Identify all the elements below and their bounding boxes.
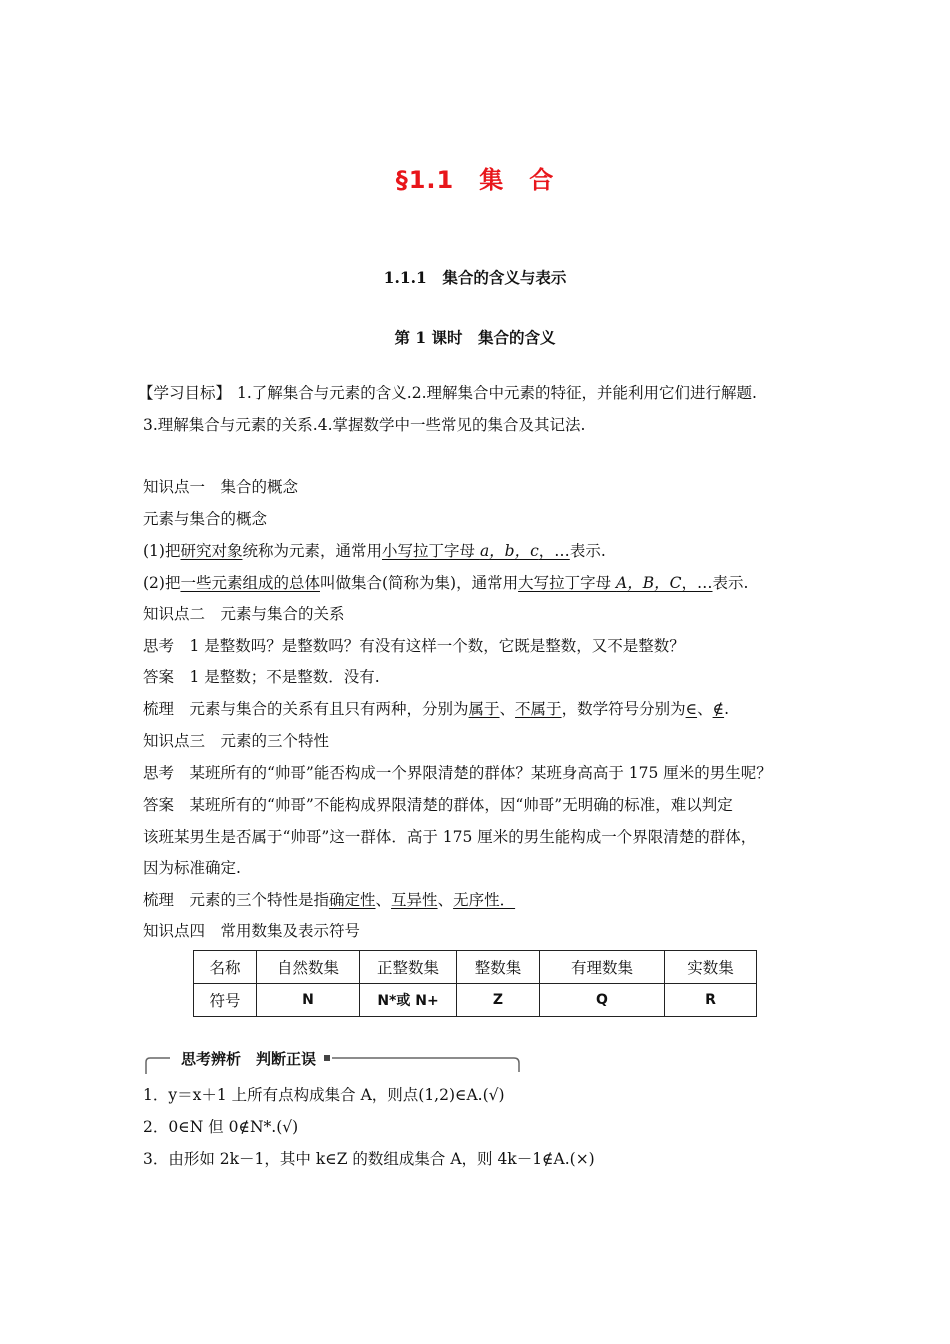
lesson-heading: 第 1 课时 集合的含义 xyxy=(394,328,556,347)
underlined-answer: 研究对象 xyxy=(180,542,243,560)
text: . xyxy=(724,700,729,718)
text: 、 xyxy=(697,700,713,718)
objectives-text-2: 3.理解集合与元素的关系.4.掌握数学中一些常见的集合及其记法. xyxy=(143,416,586,434)
text: 、 xyxy=(375,891,392,909)
kp3-answer-2: 该班某男生是否属于“帅哥”这一群体．高于 175 厘米的男生能构成一个界限清楚的群体， xyxy=(143,828,757,846)
kp2-think: 思考 1 是整数吗？是整数吗？有没有这样一个数，它既是整数，又不是整数？ xyxy=(143,637,685,655)
kp1-heading: 知识点一 集合的概念 xyxy=(143,478,299,496)
text: 、 xyxy=(437,891,454,909)
table-header-cell: 自然数集 xyxy=(257,951,360,984)
kp2-answer: 答案 1 是整数；不是整数．没有. xyxy=(143,668,380,686)
text: ，数学符号分别为 xyxy=(561,700,686,718)
underlined-answer: 属于 xyxy=(468,700,500,718)
table-cell: Z xyxy=(457,984,540,1017)
text: 表示. xyxy=(712,574,749,592)
section-heading: 1.1.1 集合的含义与表示 xyxy=(383,268,567,287)
objectives-text-1: 1.了解集合与元素的含义.2.理解集合中元素的特征，并能利用它们进行解题. xyxy=(237,384,757,402)
banner-label: 思考辨析 判断正误 xyxy=(175,1048,322,1070)
text: 叫做集合(简称为集)，通常用 xyxy=(319,574,519,592)
table-header-cell: 有理数集 xyxy=(540,951,665,984)
underlined-answer: 无序性． xyxy=(453,891,516,909)
objectives-line-1 xyxy=(138,382,757,404)
kp3-think: 思考 某班所有的“帅哥”能否构成一个界限清楚的群体？某班身高高于 175 厘米的男生呢？ xyxy=(143,764,772,782)
table-header-cell: 实数集 xyxy=(665,951,757,984)
text: ，… xyxy=(538,542,570,560)
table-cell: Q xyxy=(540,984,665,1017)
kp3-answer-1: 答案 某班所有的“帅哥”不能构成界限清楚的群体，因“帅哥”无明确的标准，难以判定 xyxy=(143,796,733,814)
table-cell: N xyxy=(257,984,360,1017)
text: ，… xyxy=(681,574,713,592)
judgment-item-1: 1．y＝x＋1 上所有点构成集合 A，则点(1,2)∈A.(√) xyxy=(143,1086,505,1104)
underlined-answer: ∉ xyxy=(712,700,725,718)
table-header-cell: 正整数集 xyxy=(360,951,457,984)
table-cell: N*或 N+ xyxy=(360,984,457,1017)
judgment-item-3: 3．由形如 2k－1，其中 k∈Z 的数组成集合 A，则 4k－1∉A.(×) xyxy=(143,1150,595,1168)
text: 、 xyxy=(499,700,516,718)
table-cell: R xyxy=(665,984,757,1017)
table-row xyxy=(194,951,757,984)
kp3-answer-3: 因为标准确定. xyxy=(143,859,241,877)
objectives-label: 【学习目标】 xyxy=(138,384,232,402)
text: 统称为元素，通常用 xyxy=(242,542,382,560)
underlined-answer xyxy=(382,542,570,560)
kp2-summary xyxy=(143,698,729,720)
kp1-item-1 xyxy=(143,540,606,562)
underlined-answer xyxy=(518,574,712,592)
kp3-heading: 知识点三 元素的三个特性 xyxy=(143,732,330,750)
underlined-answer: 确定性 xyxy=(329,891,376,909)
page-title: §1.1 集 合 xyxy=(395,166,555,194)
text: (2)把 xyxy=(143,574,181,592)
text: 小写拉丁字母 xyxy=(382,542,480,560)
text: 梳理 元素的三个特性是指 xyxy=(143,891,330,909)
table-header-cell: 整数集 xyxy=(457,951,540,984)
underlined-answer: 不属于 xyxy=(515,700,562,718)
table-row xyxy=(194,984,757,1017)
kp3-summary xyxy=(143,889,515,911)
text: 大写拉丁字母 xyxy=(518,574,617,592)
text: 梳理 元素与集合的关系有且只有两种，分别为 xyxy=(143,700,469,718)
underlined-answer: ∈ xyxy=(685,700,698,718)
kp2-heading: 知识点二 元素与集合的关系 xyxy=(143,605,345,623)
section-banner xyxy=(142,1048,522,1078)
underlined-answer: 一些元素组成的总体 xyxy=(180,574,320,592)
table-header-cell: 名称 xyxy=(194,951,257,984)
text: 表示. xyxy=(569,542,606,560)
kp1-subheading: 元素与集合的概念 xyxy=(143,510,268,528)
variable: a，b，c xyxy=(479,542,539,560)
kp1-item-2 xyxy=(143,572,748,594)
kp4-heading: 知识点四 常用数集及表示符号 xyxy=(143,922,361,940)
table-cell: 符号 xyxy=(194,984,257,1017)
text: (1)把 xyxy=(143,542,181,560)
judgment-item-2: 2．0∈N 但 0∉N*.(√) xyxy=(143,1118,299,1136)
number-sets-table xyxy=(193,950,757,1017)
variable: A，B，C xyxy=(616,574,682,592)
underlined-answer: 互异性 xyxy=(391,891,438,909)
